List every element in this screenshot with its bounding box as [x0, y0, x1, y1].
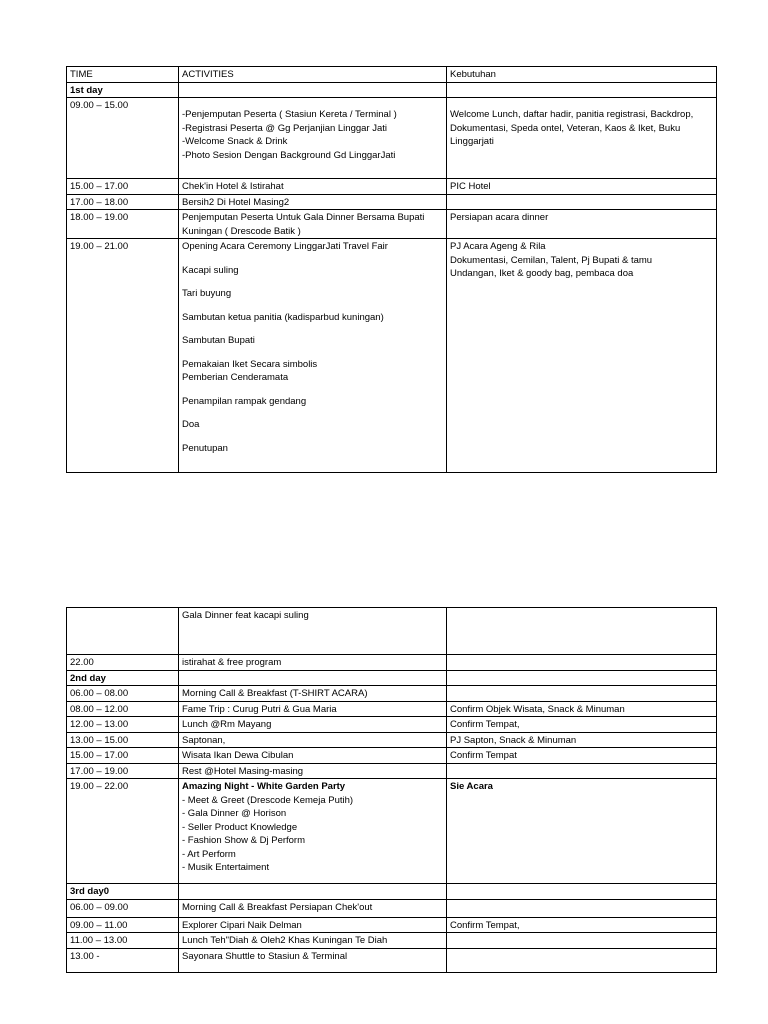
day-row-2: [67, 670, 717, 686]
event-title: Amazing Night - White Garden Party: [182, 781, 346, 792]
kebutuhan-cell: PJ Sapton, Snack & Minuman: [447, 732, 717, 748]
time-cell: 06.00 – 08.00: [67, 686, 179, 702]
kebutuhan-cell: [447, 239, 717, 473]
time-cell: 08.00 – 12.00: [67, 701, 179, 717]
activity-line: Penjemputan Peserta Untuk Gala Dinner Bersama Bupati: [182, 212, 425, 223]
activity-cell: Wisata Ikan Dewa Cibulan: [179, 748, 447, 764]
kebutuhan-cell: [447, 899, 717, 917]
activity-line: - Meet & Greet (Drescode Kemeja Putih): [182, 794, 354, 806]
activity-cell: [179, 779, 447, 884]
kebutuhan-cell: PIC Hotel: [447, 179, 717, 195]
activity-cell: Lunch Teh"Diah & Oleh2 Khas Kuningan Te Diah: [179, 933, 447, 949]
activity-cell: Gala Dinner feat kacapi suling: [179, 608, 447, 655]
table-header-row: [67, 67, 717, 83]
kebutuhan-line: PJ Acara Ageng & Rila: [450, 241, 546, 252]
time-cell: 19.00 – 22.00: [67, 779, 179, 884]
table-row: [67, 748, 717, 764]
kebutuhan-cell: [447, 763, 717, 779]
activity-cell: Sayonara Shuttle to Stasiun & Terminal: [179, 949, 447, 973]
schedule-table-day2-3: [66, 607, 717, 973]
schedule-table-day1: [66, 66, 717, 473]
kebutuhan-line: Linggarjati: [450, 136, 494, 147]
activity-cell: Morning Call & Breakfast Persiapan Chek'out: [179, 899, 447, 917]
activity-line: Kuningan ( Drescode Batik ): [182, 225, 301, 237]
kebutuhan-line: Dokumentasi, Speda ontel, Veteran, Kaos & Iket, Buku: [450, 122, 681, 134]
kebutuhan-line: Undangan, Iket & goody bag, pembaca doa: [450, 268, 634, 279]
table-row: [67, 608, 717, 655]
activity-line: -Photo Sesion Dengan Background Gd LinggarJati: [182, 149, 396, 161]
kebutuhan-cell: Confirm Tempat: [447, 748, 717, 764]
activity-line: - Seller Product Knowledge: [182, 821, 298, 833]
activity-cell: Explorer Cipari Naik Delman: [179, 917, 447, 933]
table-row: [67, 949, 717, 973]
time-cell: 17.00 – 18.00: [67, 194, 179, 210]
table-row: [67, 917, 717, 933]
kebutuhan-cell: Sie Acara: [447, 779, 717, 884]
activity-cell: [179, 210, 447, 239]
activity-cell: Saptonan,: [179, 732, 447, 748]
table-row: [67, 899, 717, 917]
activity-cell: Fame Trip : Curug Putri & Gua Maria: [179, 701, 447, 717]
time-cell: 09.00 – 15.00: [67, 98, 179, 179]
activity-line: -Welcome Snack & Drink: [182, 136, 288, 147]
time-cell: 13.00 -: [67, 949, 179, 973]
activity-cell: Bersih2 Di Hotel Masing2: [179, 194, 447, 210]
time-cell: 12.00 – 13.00: [67, 717, 179, 733]
time-cell: 17.00 – 19.00: [67, 763, 179, 779]
activity-line: Pemakaian Iket Secara simbolis: [182, 358, 318, 370]
time-cell: 13.00 – 15.00: [67, 732, 179, 748]
kebutuhan-cell: Confirm Tempat,: [447, 917, 717, 933]
activity-line: Opening Acara Ceremony LinggarJati Travel Fair: [182, 241, 388, 252]
kebutuhan-cell: [447, 194, 717, 210]
time-cell: 15.00 – 17.00: [67, 748, 179, 764]
kebutuhan-cell: [447, 949, 717, 973]
activity-line: - Fashion Show & Dj Perform: [182, 835, 306, 846]
table-row: [67, 779, 717, 884]
table-row: [67, 98, 717, 179]
activity-line: - Gala Dinner @ Horison: [182, 808, 287, 819]
table-row: [67, 179, 717, 195]
table-row: [67, 210, 717, 239]
activity-line: Kacapi suling: [182, 264, 239, 276]
activity-line: Penutupan: [182, 442, 228, 454]
table-row: [67, 655, 717, 671]
table-row: [67, 763, 717, 779]
time-cell: 22.00: [67, 655, 179, 671]
activity-cell: Rest @Hotel Masing-masing: [179, 763, 447, 779]
time-cell: 18.00 – 19.00: [67, 210, 179, 239]
activity-cell: Chek'in Hotel & Istirahat: [179, 179, 447, 195]
day-label-2: 2nd day: [67, 670, 179, 686]
kebutuhan-line: Welcome Lunch, daftar hadir, panitia registrasi, Backdrop,: [450, 109, 694, 120]
activity-cell: [179, 239, 447, 473]
time-cell: 09.00 – 11.00: [67, 917, 179, 933]
activity-line: -Registrasi Peserta @ Gg Perjanjian Linggar Jati: [182, 122, 388, 134]
day-row-3: [67, 884, 717, 900]
activity-line: - Art Perform: [182, 848, 236, 860]
table-row: [67, 239, 717, 473]
time-cell: 06.00 – 09.00: [67, 899, 179, 917]
activity-cell: Morning Call & Breakfast (T-SHIRT ACARA): [179, 686, 447, 702]
table-row: [67, 701, 717, 717]
time-cell: 15.00 – 17.00: [67, 179, 179, 195]
activity-line: Doa: [182, 419, 200, 430]
table-row: [67, 686, 717, 702]
table-row: [67, 194, 717, 210]
header-activities: ACTIVITIES: [179, 67, 447, 83]
time-cell: 11.00 – 13.00: [67, 933, 179, 949]
kebutuhan-line: Dokumentasi, Cemilan, Talent, Pj Bupati & tamu: [450, 254, 653, 266]
activity-line: Sambutan Bupati: [182, 335, 255, 346]
kebutuhan-cell: [447, 98, 717, 179]
day-label-1: 1st day: [67, 82, 179, 98]
kebutuhan-cell: Confirm Tempat,: [447, 717, 717, 733]
kebutuhan-cell: Persiapan acara dinner: [447, 210, 717, 239]
activity-line: Pemberian Cenderamata: [182, 372, 289, 383]
activity-cell: istirahat & free program: [179, 655, 447, 671]
header-time: TIME: [67, 67, 179, 83]
activity-line: -Penjemputan Peserta ( Stasiun Kereta / Terminal ): [182, 109, 397, 120]
kebutuhan-cell: [447, 686, 717, 702]
activity-line: Sambutan ketua panitia (kadisparbud kuningan): [182, 311, 384, 323]
activity-line: Penampilan rampak gendang: [182, 395, 307, 407]
day-row-1: [67, 82, 717, 98]
header-kebutuhan: Kebutuhan: [447, 67, 717, 83]
activity-cell: [179, 98, 447, 179]
time-cell: 19.00 – 21.00: [67, 239, 179, 473]
table-row: [67, 933, 717, 949]
day-label-3: 3rd day0: [67, 884, 179, 900]
kebutuhan-cell: [447, 933, 717, 949]
activity-line: - Musik Entertaiment: [182, 862, 270, 873]
table-row: [67, 732, 717, 748]
kebutuhan-cell: Confirm Objek Wisata, Snack & Minuman: [447, 701, 717, 717]
activity-line: Tari buyung: [182, 288, 232, 299]
activity-cell: Lunch @Rm Mayang: [179, 717, 447, 733]
table-row: [67, 717, 717, 733]
